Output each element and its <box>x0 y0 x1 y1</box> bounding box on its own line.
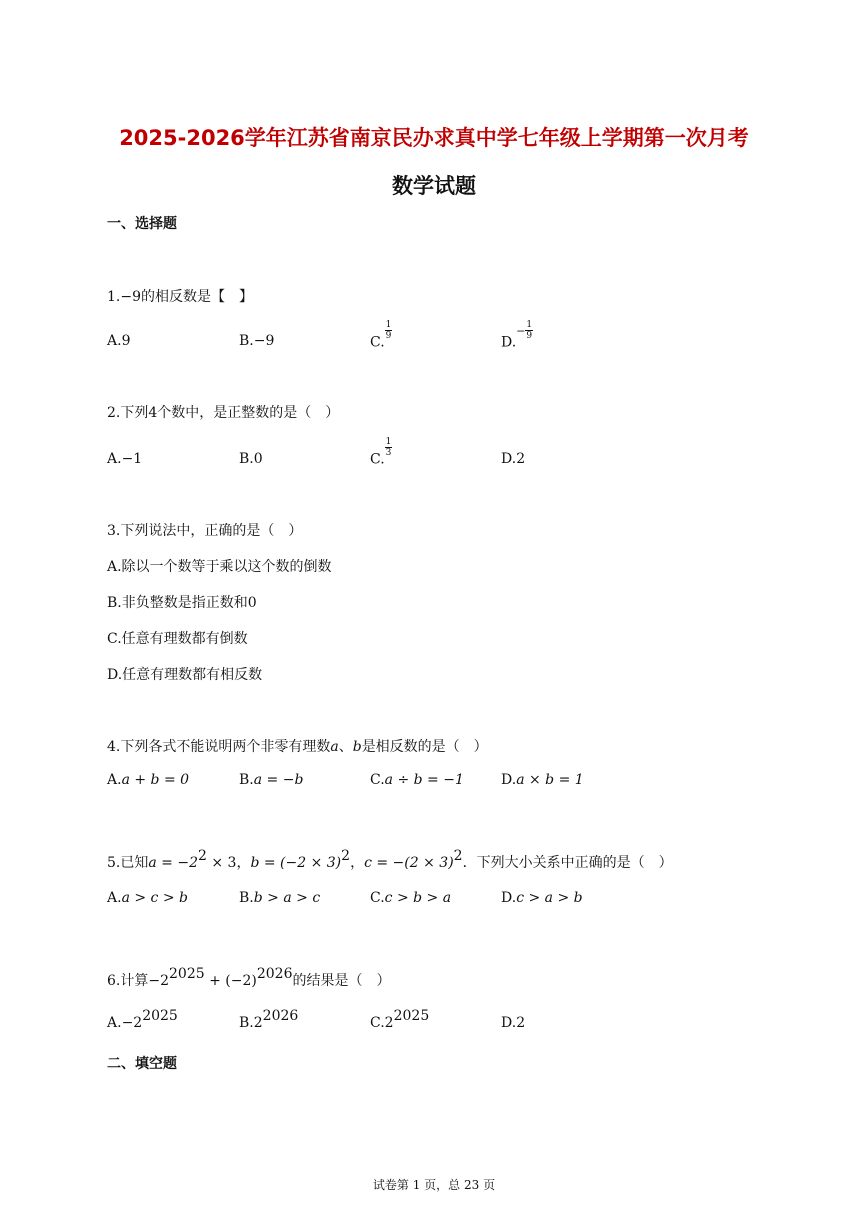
question-1-option-a: A.9 <box>107 333 131 349</box>
fraction: $\frac{1}{9}$ <box>526 320 533 341</box>
question-1-text: 的相反数是【 】 <box>141 289 253 305</box>
question-2: 2.下列4个数中，是正整数的是（ ） <box>107 405 340 421</box>
question-4-option-a: A.a + b = 0 <box>107 772 190 788</box>
question-1-option-b: B.−9 <box>239 333 275 349</box>
question-3-option-d: D.任意有理数都有相反数 <box>107 667 263 683</box>
question-6: 6.计算$-2^{2025} + (-2)^{2026}$的结果是（ ） <box>107 966 391 989</box>
question-3-option-b: B.非负整数是指正数和0 <box>107 595 257 611</box>
question-4: 4.下列各式不能说明两个非零有理数a、b是相反数的是（ ） <box>107 739 488 755</box>
exam-subtitle: 数学试题 <box>392 174 476 198</box>
section-choice-heading: 一、选择题 <box>107 216 177 232</box>
question-3-option-c: C.任意有理数都有倒数 <box>107 631 248 647</box>
question-1-option-d: D.− $\frac{1}{9}$ <box>501 320 533 351</box>
question-2-option-b: B.0 <box>239 451 263 467</box>
question-1-option-c: C. $\frac{1}{9}$ <box>370 320 392 351</box>
question-1-math: −9 <box>120 289 141 305</box>
question-4-option-c: C.a ÷ b = −1 <box>370 772 464 788</box>
question-3-option-a: A.除以一个数等于乘以这个数的倒数 <box>107 559 332 575</box>
question-1 <box>107 286 253 306</box>
question-5: 5.已知$a = -2^2 \times 3$，$b = (-2 \times 3)^2$，$c = -(2 \times 3)^2$．下列大小关系中正确的是（ ） <box>107 848 673 871</box>
question-5-option-a: A.a > c > b <box>107 890 188 906</box>
question-2-option-c: C. $\frac{1}{3}$ <box>370 437 392 468</box>
question-4-option-d: D.a × b = 1 <box>501 772 584 788</box>
question-2-option-a: A.−1 <box>107 451 143 467</box>
question-5-option-d: D.c > a > b <box>501 890 583 906</box>
question-1-number: 1. <box>107 289 121 305</box>
question-3: 3.下列说法中，正确的是（ ） <box>107 523 303 539</box>
question-6-option-b: $B.2^{2026}$ <box>239 1008 299 1031</box>
question-2-option-d: D.2 <box>501 451 526 467</box>
question-4-option-b: B.a = −b <box>239 772 304 788</box>
question-6-option-d: D.2 <box>501 1015 526 1031</box>
question-5-option-c: C.c > b > a <box>370 890 452 906</box>
exam-title: 2025-2026学年江苏省南京民办求真中学七年级上学期第一次月考 <box>119 126 749 150</box>
page-footer: 试卷第 1 页，总 23 页 <box>372 1178 496 1192</box>
fraction: $\frac{1}{3}$ <box>385 437 392 458</box>
question-6-option-c: $C.2^{2025}$ <box>370 1008 430 1031</box>
question-5-option-b: B.b > a > c <box>239 890 321 906</box>
fraction: $\frac{1}{9}$ <box>385 320 392 341</box>
section-fill-heading: 二、填空题 <box>107 1056 177 1072</box>
question-6-option-a: $A.-2^{2025}$ <box>107 1008 178 1031</box>
